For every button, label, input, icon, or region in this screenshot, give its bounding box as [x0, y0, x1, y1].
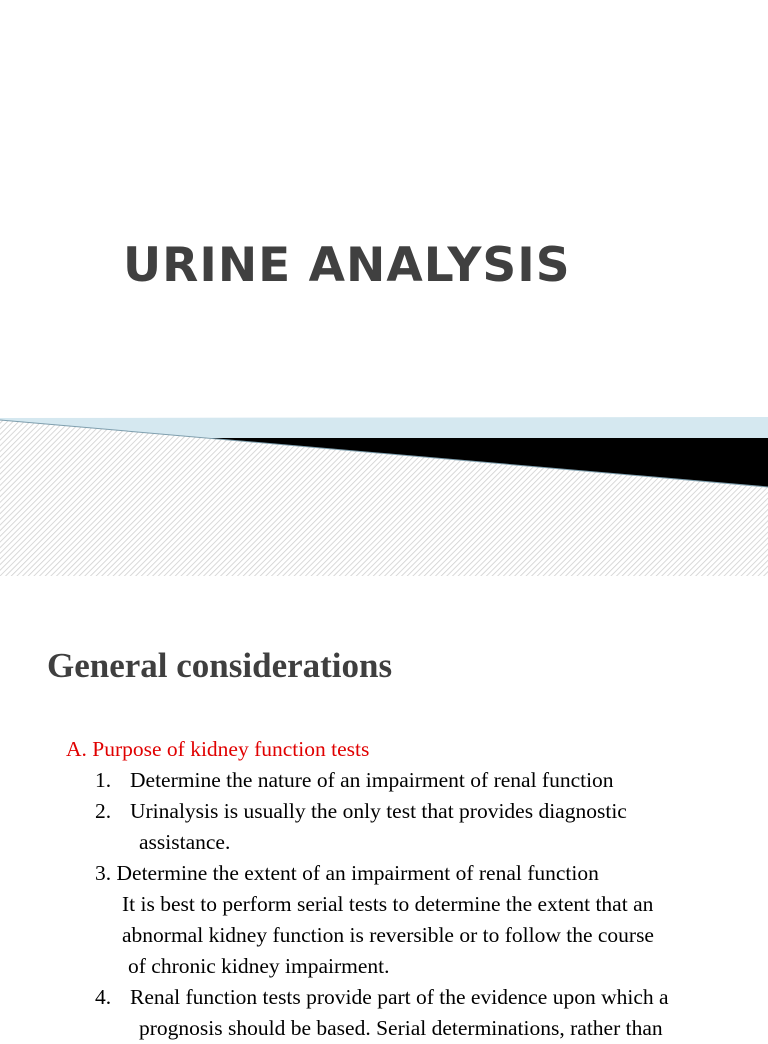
list-item-continuation: assistance. [139, 830, 231, 854]
content-slide [0, 576, 768, 1040]
list-item-text: Renal function tests provide part of the evidence upon which a [130, 985, 669, 1009]
list-item-number: 4. [95, 985, 112, 1009]
list-item-continuation: of chronic kidney impairment. [128, 954, 390, 978]
list-item [95, 765, 614, 796]
list-item-continuation: prognosis should be based. Serial determinations, rather than [139, 1016, 663, 1040]
list-item-continuation: abnormal kidney function is reversible or to follow the course [122, 923, 654, 947]
decorative-wave-band [0, 400, 768, 576]
list-item: 3. Determine the extent of an impairment of renal function [95, 861, 599, 885]
list-item [95, 982, 669, 1013]
list-item-number: 1. [95, 768, 112, 792]
section-heading: General considerations [47, 646, 393, 685]
list-item-text: Determine the nature of an impairment of renal function [130, 768, 614, 792]
list-item-continuation: It is best to perform serial tests to determine the extent that an [122, 892, 654, 916]
slide-title: URINE ANALYSIS [123, 238, 571, 293]
list-item-text: Urinalysis is usually the only test that provides diagnostic [130, 799, 627, 823]
subheading-purpose: A. Purpose of kidney function tests [66, 737, 370, 761]
list-item [95, 796, 627, 827]
list-item-number: 2. [95, 799, 112, 823]
